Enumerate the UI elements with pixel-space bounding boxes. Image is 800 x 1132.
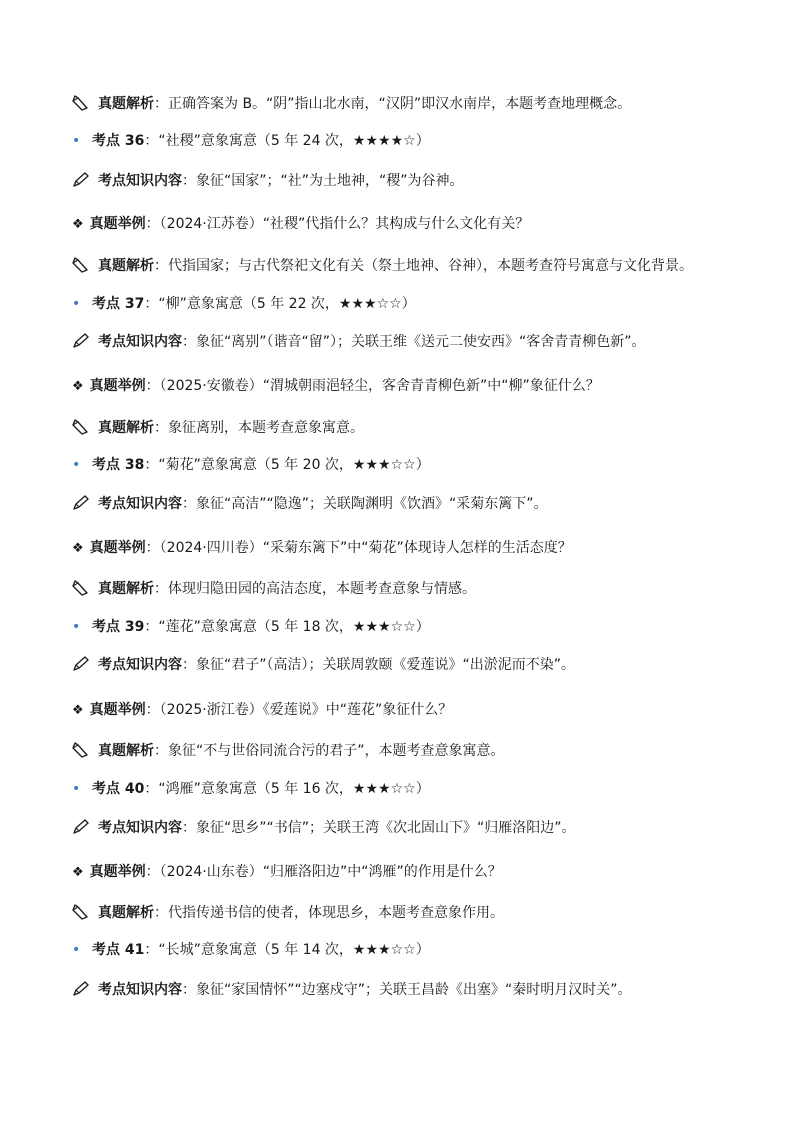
knowledge-line bbox=[72, 818, 576, 838]
line-text: ：“柳”意象寓意（5 年 22 次，★★★☆☆） bbox=[144, 296, 416, 312]
pencil-ruler-icon bbox=[72, 904, 90, 920]
point-line bbox=[72, 294, 416, 314]
line-text: ：象征“离别”（谐音“留”）；关联王维《送元二使安西》“客舍青青柳色新”。 bbox=[182, 334, 646, 350]
diamond-icon: ❖ bbox=[72, 703, 84, 718]
line-label: 真题解析 bbox=[98, 743, 154, 759]
line-text: ：代指传递书信的使者，体现思乡，本题考查意象作用。 bbox=[154, 905, 504, 921]
line-label: 考点 38 bbox=[92, 457, 145, 473]
point-line bbox=[72, 940, 430, 960]
line-label: 真题解析 bbox=[98, 581, 154, 597]
analysis-line bbox=[72, 94, 631, 114]
line-text: ：象征“国家”；“社”为土地神，“稷”为谷神。 bbox=[182, 173, 464, 189]
line-label: 真题解析 bbox=[98, 905, 154, 921]
line-label: 考点知识内容 bbox=[98, 657, 182, 673]
example-line bbox=[72, 214, 529, 234]
diamond-icon: ❖ bbox=[72, 379, 84, 394]
diamond-icon: ❖ bbox=[72, 541, 84, 556]
analysis-line bbox=[72, 418, 364, 438]
example-line bbox=[72, 700, 452, 720]
diamond-icon: ❖ bbox=[72, 865, 84, 880]
example-line bbox=[72, 538, 572, 558]
point-line bbox=[72, 779, 430, 799]
line-text: ：正确答案为 B。“阴”指山北水南，“汉阴”即汉水南岸，本题考查地理概念。 bbox=[154, 96, 632, 112]
pencil-ruler-icon bbox=[72, 580, 90, 596]
bullet-icon: • bbox=[72, 781, 81, 797]
example-line bbox=[72, 862, 502, 882]
analysis-line bbox=[72, 903, 504, 923]
line-label: 真题举例 bbox=[89, 216, 146, 232]
pencil-ruler-icon bbox=[72, 419, 90, 435]
line-text: ：（2024·江苏卷）“社稷”代指什么？其构成与什么文化有关？ bbox=[145, 216, 530, 232]
pencil-icon bbox=[72, 981, 90, 997]
line-text: ：体现归隐田园的高洁态度，本题考查意象与情感。 bbox=[154, 581, 476, 597]
pencil-ruler-icon bbox=[72, 742, 90, 758]
analysis-line bbox=[72, 579, 476, 599]
pencil-icon bbox=[72, 495, 90, 511]
line-text: ：代指国家；与古代祭祀文化有关（祭土地神、谷神），本题考查符号寓意与文化背景。 bbox=[154, 258, 693, 274]
knowledge-line bbox=[72, 494, 548, 514]
line-text: ：（2025·浙江卷）《爱莲说》中“莲花”象征什么？ bbox=[145, 702, 453, 718]
pencil-ruler-icon bbox=[72, 95, 90, 111]
knowledge-line bbox=[72, 332, 646, 352]
line-text: ：（2024·四川卷）“采菊东篱下”中“菊花”体现诗人怎样的生活态度？ bbox=[145, 540, 572, 556]
line-text: ：象征离别，本题考查意象寓意。 bbox=[154, 420, 364, 436]
line-text: ：象征“君子”（高洁）；关联周敦颐《爱莲说》“出淤泥而不染”。 bbox=[182, 657, 576, 673]
pencil-icon bbox=[72, 333, 90, 349]
knowledge-line bbox=[72, 171, 464, 191]
line-label: 真题举例 bbox=[89, 702, 146, 718]
bullet-icon: • bbox=[72, 457, 81, 473]
line-label: 考点知识内容 bbox=[98, 173, 182, 189]
line-label: 考点知识内容 bbox=[98, 496, 182, 512]
line-label: 考点知识内容 bbox=[98, 982, 182, 998]
line-label: 真题解析 bbox=[98, 420, 154, 436]
line-text: ：（2025·安徽卷）“渭城朝雨浥轻尘，客舍青青柳色新”中“柳”象征什么？ bbox=[145, 378, 600, 394]
line-label: 考点 36 bbox=[92, 133, 145, 149]
pencil-icon bbox=[72, 819, 90, 835]
diamond-icon: ❖ bbox=[72, 217, 84, 232]
line-label: 考点 41 bbox=[92, 942, 145, 958]
line-text: ：“长城”意象寓意（5 年 14 次，★★★☆☆） bbox=[144, 942, 430, 958]
point-line bbox=[72, 131, 430, 151]
line-text: ：象征“思乡”“书信”；关联王湾《次北固山下》“归雁洛阳边”。 bbox=[182, 820, 576, 836]
knowledge-line bbox=[72, 655, 575, 675]
bullet-icon: • bbox=[72, 133, 81, 149]
pencil-icon bbox=[72, 172, 90, 188]
line-text: ：“菊花”意象寓意（5 年 20 次，★★★☆☆） bbox=[144, 457, 430, 473]
line-label: 考点 39 bbox=[92, 619, 145, 635]
analysis-line bbox=[72, 256, 693, 276]
line-text: ：象征“家国情怀”“边塞戍守”；关联王昌龄《出塞》“秦时明月汉时关”。 bbox=[182, 982, 632, 998]
bullet-icon: • bbox=[72, 296, 81, 312]
bullet-icon: • bbox=[72, 942, 81, 958]
pencil-icon bbox=[72, 656, 90, 672]
line-label: 真题解析 bbox=[98, 258, 154, 274]
line-label: 真题解析 bbox=[98, 96, 154, 112]
analysis-line bbox=[72, 741, 505, 761]
point-line bbox=[72, 455, 430, 475]
line-label: 真题举例 bbox=[89, 864, 146, 880]
line-label: 真题举例 bbox=[89, 540, 146, 556]
pencil-ruler-icon bbox=[72, 257, 90, 273]
point-line bbox=[72, 617, 430, 637]
knowledge-line bbox=[72, 980, 632, 1000]
line-label: 考点知识内容 bbox=[98, 820, 182, 836]
line-label: 考点 37 bbox=[92, 296, 145, 312]
line-text: ：“社稷”意象寓意（5 年 24 次，★★★★☆） bbox=[144, 133, 430, 149]
line-label: 真题举例 bbox=[89, 378, 146, 394]
line-text: ：“鸿雁”意象寓意（5 年 16 次，★★★☆☆） bbox=[144, 781, 430, 797]
line-text: ：“莲花”意象寓意（5 年 18 次，★★★☆☆） bbox=[144, 619, 430, 635]
line-text: ：（2024·山东卷）“归雁洛阳边”中“鸿雁”的作用是什么？ bbox=[145, 864, 502, 880]
bullet-icon: • bbox=[72, 619, 81, 635]
example-line bbox=[72, 376, 600, 396]
line-label: 考点 40 bbox=[92, 781, 145, 797]
line-label: 考点知识内容 bbox=[98, 334, 182, 350]
line-text: ：象征“不与世俗同流合污的君子”，本题考查意象寓意。 bbox=[154, 743, 505, 759]
line-text: ：象征“高洁”“隐逸”；关联陶渊明《饮酒》“采菊东篱下”。 bbox=[182, 496, 548, 512]
